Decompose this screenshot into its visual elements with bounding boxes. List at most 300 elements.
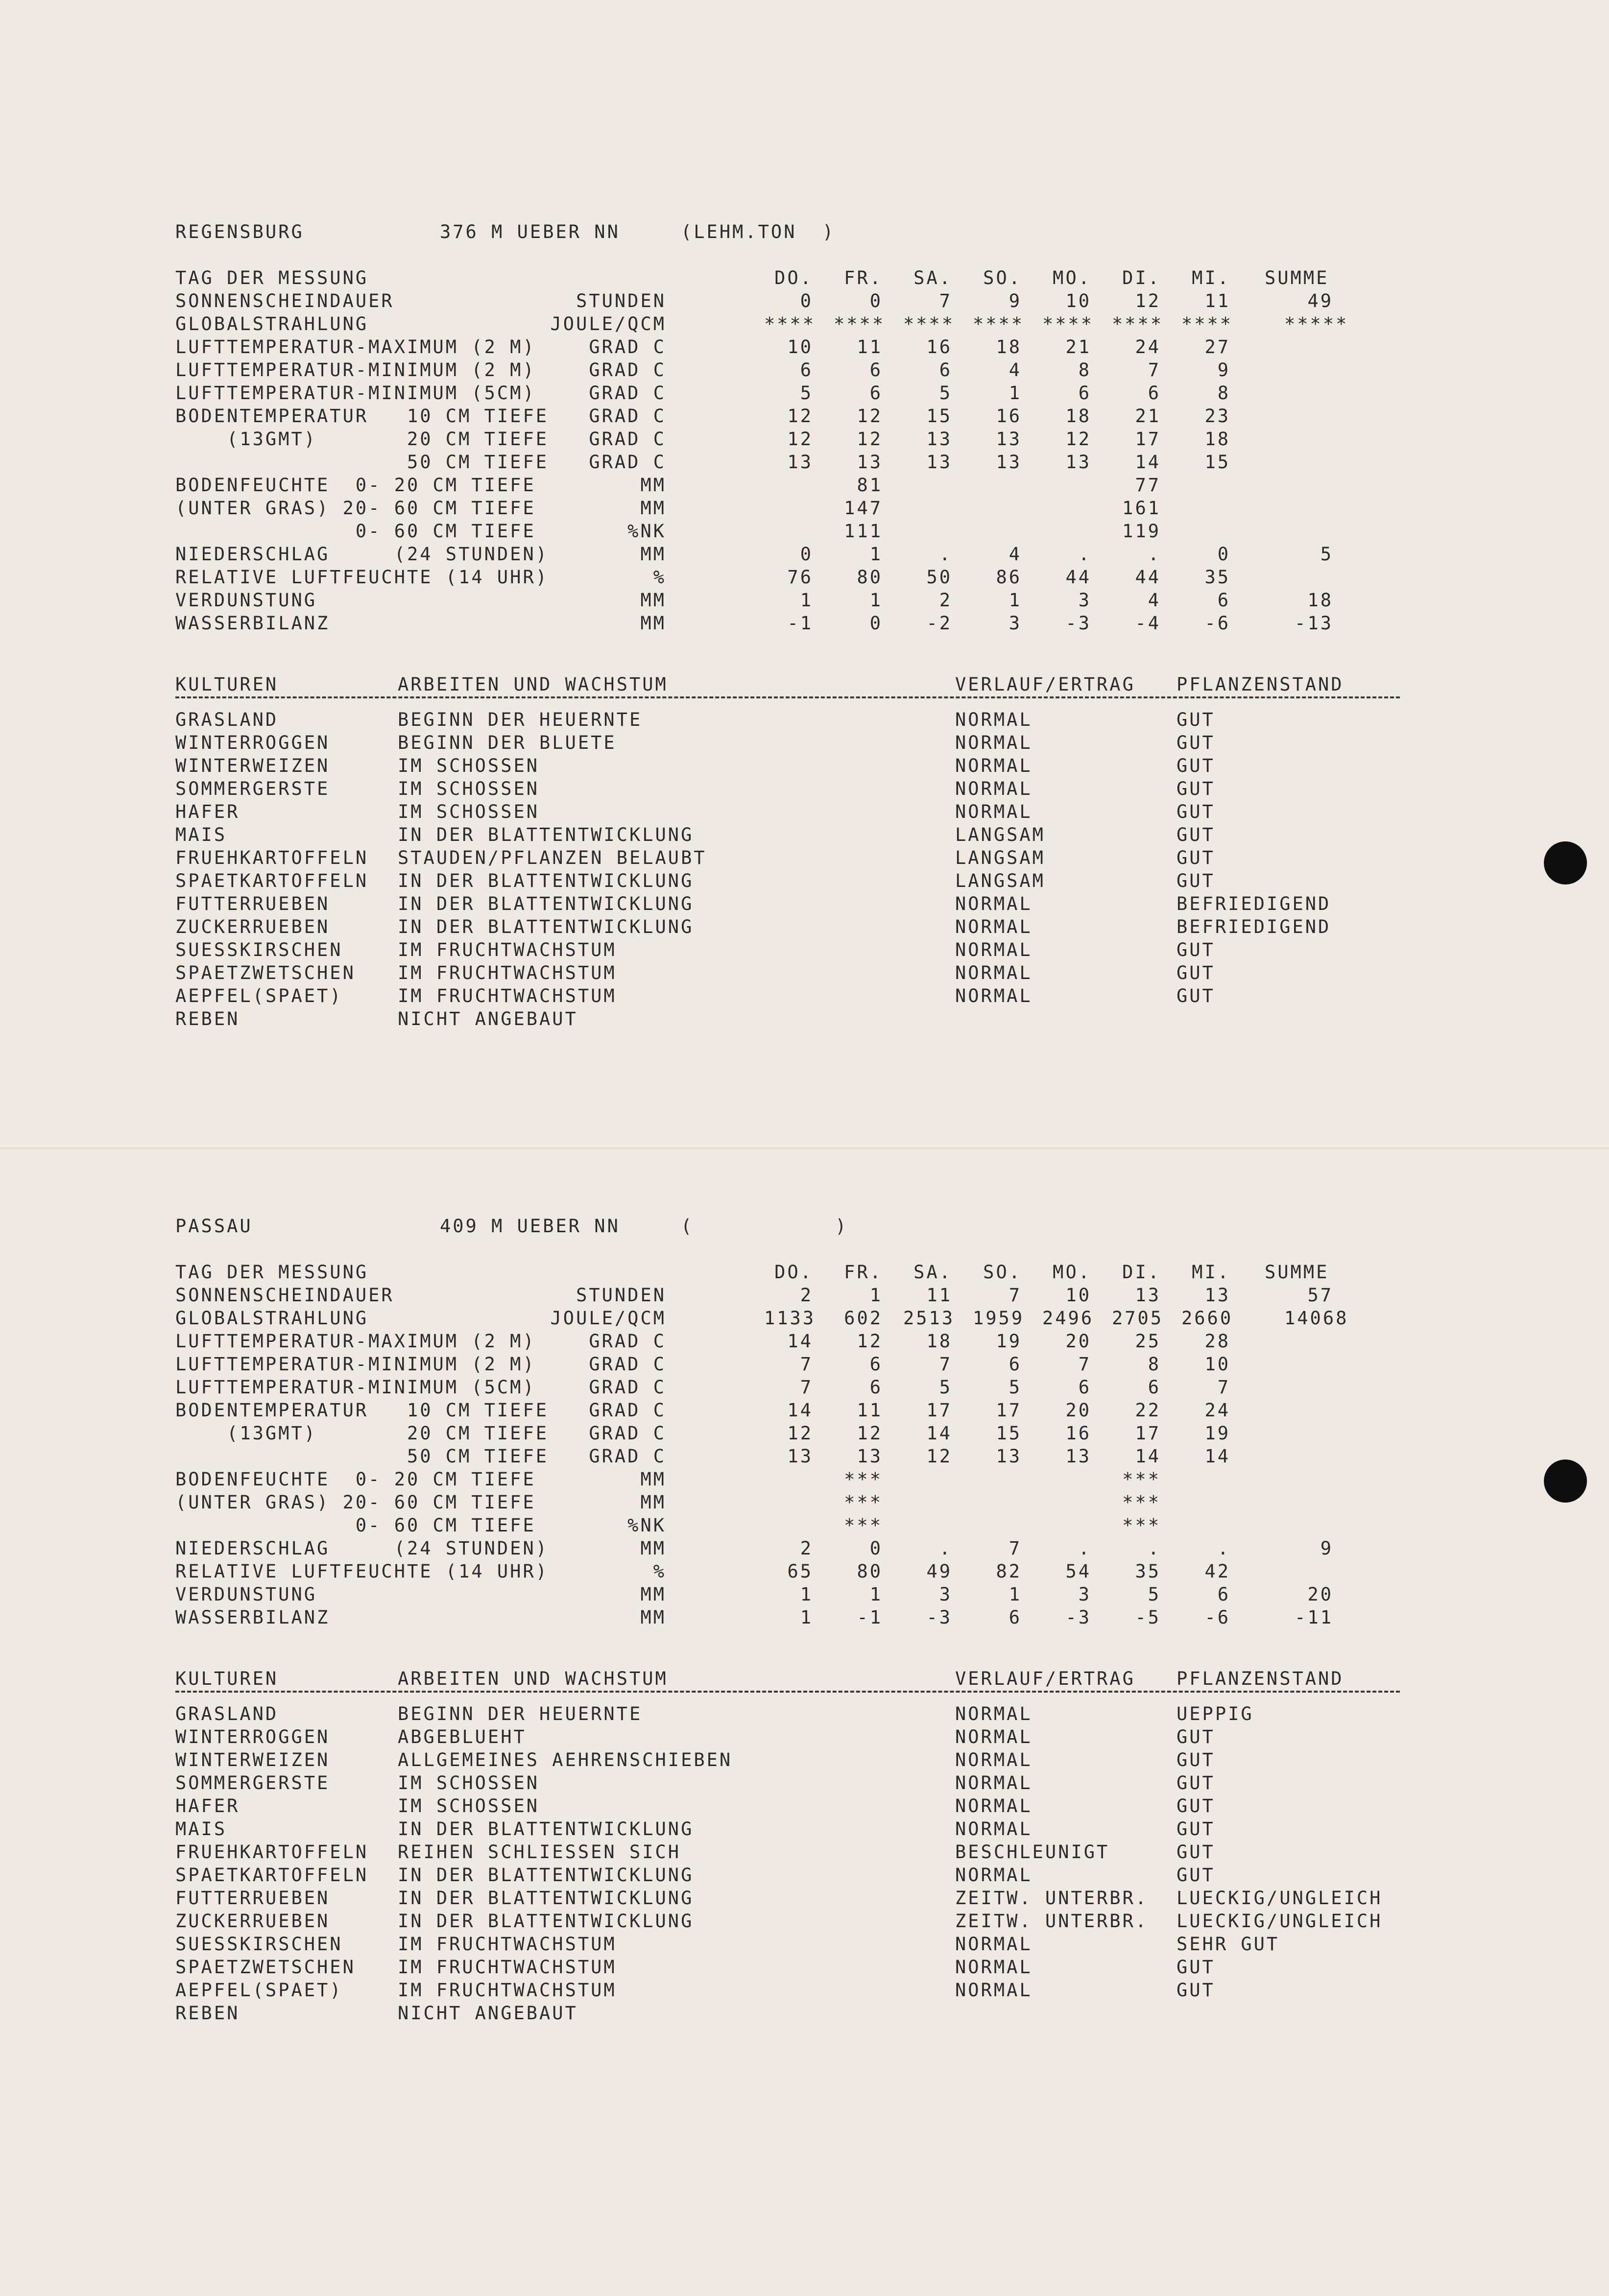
crop-work: NICHT ANGEBAUT <box>398 1008 578 1029</box>
measurement-value: 147 <box>844 498 883 519</box>
measurement-value: 10 <box>1204 1354 1230 1375</box>
crop-state: LUECKIG/UNGLEICH <box>1177 1888 1383 1909</box>
measurement-unit: GRAD C <box>589 1423 666 1444</box>
measurement-label: LUFTTEMPERATUR-MINIMUM (2 M) <box>175 359 536 381</box>
measurement-value: 1 <box>800 1607 813 1628</box>
measurement-value: 7 <box>939 290 952 311</box>
measurement-value: 7 <box>1009 1285 1022 1306</box>
measurement-value: 1 <box>869 1584 883 1605</box>
crop-name: FUTTERRUEBEN <box>175 1888 330 1909</box>
measurement-value: 28 <box>1204 1331 1230 1352</box>
day-header: SA. <box>913 1262 952 1283</box>
crop-state: GUT <box>1177 801 1215 822</box>
crop-work: ALLGEMEINES AEHRENSCHIEBEN <box>398 1749 733 1770</box>
measurement-value: *** <box>844 1469 883 1490</box>
measurement-unit: MM <box>640 1492 666 1513</box>
measurement-value: . <box>1148 544 1161 565</box>
crop-name: FRUEHKARTOFFELN <box>175 847 369 868</box>
measurement-label: LUFTTEMPERATUR-MINIMUM (5CM) <box>175 1377 536 1398</box>
crop-state: GUT <box>1177 939 1215 960</box>
measurement-value: 14 <box>787 1331 813 1352</box>
measurement-value: 1133 <box>764 1308 816 1329</box>
measurement-unit: GRAD C <box>589 359 666 381</box>
measurement-value: 3 <box>1009 613 1022 634</box>
measurement-label: BODENFEUCHTE 0- 20 CM TIEFE <box>175 475 536 496</box>
measurement-value: **** <box>1181 313 1233 335</box>
measurement-value: 13 <box>1065 452 1091 473</box>
crops-header-course: VERLAUF/ERTRAG <box>955 674 1135 695</box>
measurement-sum: 18 <box>1307 590 1333 611</box>
measurement-value: 11 <box>926 1285 952 1306</box>
measurement-sum: 49 <box>1307 290 1333 311</box>
crops-header-course: VERLAUF/ERTRAG <box>955 1668 1135 1689</box>
measurement-value: -1 <box>787 613 813 634</box>
crop-name: SPAETZWETSCHEN <box>175 962 356 983</box>
measurement-unit: GRAD C <box>589 1331 666 1352</box>
measurement-value: 27 <box>1204 336 1230 358</box>
station-elevation: 409 M UEBER NN <box>440 1216 620 1237</box>
measurement-value: 7 <box>1148 359 1161 381</box>
measurement-value: 1 <box>869 544 883 565</box>
crop-course: LANGSAM <box>955 870 1045 891</box>
measurement-value: 5 <box>800 383 813 404</box>
crop-course: NORMAL <box>955 1726 1033 1747</box>
measurement-unit: GRAD C <box>589 1377 666 1398</box>
crop-work: IN DER BLATTENTWICKLUNG <box>398 824 694 845</box>
crop-name: AEPFEL(SPAET) <box>175 985 343 1006</box>
measurement-value: *** <box>1122 1469 1161 1490</box>
crop-name: SPAETKARTOFFELN <box>175 1865 369 1886</box>
measurement-value: 35 <box>1204 567 1230 588</box>
header-divider <box>175 1691 1400 1693</box>
measurement-unit: MM <box>640 544 666 565</box>
crop-work: IN DER BLATTENTWICKLUNG <box>398 1911 694 1932</box>
measurement-value: 6 <box>1148 383 1161 404</box>
measurement-value: 1 <box>1009 383 1022 404</box>
measurement-unit: MM <box>640 613 666 634</box>
crop-course: NORMAL <box>955 916 1033 937</box>
measurement-value: 18 <box>996 336 1022 358</box>
measurement-value: 0 <box>869 290 883 311</box>
measurement-value: *** <box>844 1515 883 1536</box>
measurement-value: 3 <box>1078 590 1091 611</box>
measurement-unit: JOULE/QCM <box>550 1308 666 1329</box>
crop-course: NORMAL <box>955 985 1033 1006</box>
measurement-value: 6 <box>1217 1584 1230 1605</box>
crop-work: IM SCHOSSEN <box>398 801 540 822</box>
station-name: PASSAU <box>175 1216 253 1237</box>
crop-state: GUT <box>1177 1772 1215 1794</box>
crop-course: NORMAL <box>955 778 1033 799</box>
crop-name: ZUCKERRUEBEN <box>175 1911 330 1932</box>
measurement-label: RELATIVE LUFTFEUCHTE (14 UHR) <box>175 1561 549 1582</box>
crops-header-state: PFLANZENSTAND <box>1177 1668 1344 1689</box>
measurement-value: 17 <box>926 1400 952 1421</box>
measurement-value: 49 <box>926 1561 952 1582</box>
measurement-sum: ***** <box>1284 313 1349 335</box>
measurement-value: 18 <box>926 1331 952 1352</box>
station-soil: ( ) <box>681 1216 848 1237</box>
measurement-value: 9 <box>1009 290 1022 311</box>
crop-work: IN DER BLATTENTWICKLUNG <box>398 893 694 914</box>
measurement-sum: 9 <box>1320 1538 1333 1559</box>
measurement-label: 0- 60 CM TIEFE <box>175 1515 536 1536</box>
crop-name: FUTTERRUEBEN <box>175 893 330 914</box>
measurement-value: 0 <box>869 1538 883 1559</box>
measurement-value: **** <box>1112 313 1164 335</box>
crop-state: GUT <box>1177 732 1215 753</box>
measurement-value: 81 <box>857 475 883 496</box>
measurement-value: **** <box>973 313 1025 335</box>
measurement-value: 16 <box>996 406 1022 427</box>
crop-name: HAFER <box>175 801 240 822</box>
measurement-value: 12 <box>1135 290 1161 311</box>
measurement-value: 4 <box>1009 359 1022 381</box>
measurement-value: 12 <box>787 429 813 450</box>
measurement-value: 2 <box>939 590 952 611</box>
measurement-value: 8 <box>1148 1354 1161 1375</box>
measurement-value: 10 <box>1065 1285 1091 1306</box>
crop-course: NORMAL <box>955 893 1033 914</box>
measurement-label: (13GMT) 20 CM TIEFE <box>175 429 549 450</box>
measurement-value: 76 <box>787 567 813 588</box>
measurement-unit: %NK <box>627 1515 666 1536</box>
header-divider <box>175 696 1400 698</box>
crop-state: BEFRIEDIGEND <box>1177 893 1331 914</box>
crop-course: LANGSAM <box>955 847 1045 868</box>
crop-work: IM FRUCHTWACHSTUM <box>398 939 617 960</box>
measurement-value: 11 <box>1204 290 1230 311</box>
crop-name: SOMMERGERSTE <box>175 778 330 799</box>
measurement-value: 13 <box>926 429 952 450</box>
measurement-value: 15 <box>926 406 952 427</box>
crop-work: NICHT ANGEBAUT <box>398 2003 578 2024</box>
measurement-value: 17 <box>996 1400 1022 1421</box>
crop-work: BEGINN DER BLUETE <box>398 732 617 753</box>
measurement-label: SONNENSCHEINDAUER <box>175 290 394 311</box>
crops-header-crop: KULTUREN <box>175 674 279 695</box>
measurement-value: -6 <box>1204 1607 1230 1628</box>
crop-state: GUT <box>1177 847 1215 868</box>
measurement-value: 1 <box>1009 1584 1022 1605</box>
measurement-value: -3 <box>926 1607 952 1628</box>
crop-name: ZUCKERRUEBEN <box>175 916 330 937</box>
measurement-value: 11 <box>857 336 883 358</box>
measurement-unit: MM <box>640 1469 666 1490</box>
measurement-value: 12 <box>926 1446 952 1467</box>
crop-course: NORMAL <box>955 962 1033 983</box>
measurement-unit: STUNDEN <box>576 290 666 311</box>
measurement-value: 44 <box>1135 567 1161 588</box>
measurement-value: 0 <box>869 613 883 634</box>
crop-state: GUT <box>1177 755 1215 776</box>
crop-state: GUT <box>1177 1795 1215 1817</box>
crop-work: STAUDEN/PFLANZEN BELAUBT <box>398 847 707 868</box>
measurement-value: 13 <box>857 452 883 473</box>
measurement-label: BODENFEUCHTE 0- 20 CM TIEFE <box>175 1469 536 1490</box>
measurement-value: 19 <box>996 1331 1022 1352</box>
crop-name: WINTERROGGEN <box>175 732 330 753</box>
measurement-sum: -11 <box>1295 1607 1333 1628</box>
measurement-value: **** <box>764 313 816 335</box>
measurement-value: 6 <box>1217 590 1230 611</box>
measurement-unit: GRAD C <box>589 383 666 404</box>
measurement-value: 16 <box>926 336 952 358</box>
crop-state: GUT <box>1177 1818 1215 1840</box>
measurement-label: LUFTTEMPERATUR-MAXIMUM (2 M) <box>175 1331 536 1352</box>
crop-course: NORMAL <box>955 1980 1033 2001</box>
crop-work: ABGEBLUEHT <box>398 1726 527 1747</box>
station-name: REGENSBURG <box>175 221 304 242</box>
crop-work: IM SCHOSSEN <box>398 755 540 776</box>
measurement-value: 111 <box>844 521 883 542</box>
measurement-value: 3 <box>939 1584 952 1605</box>
measurement-unit: % <box>653 1561 666 1582</box>
measurement-value: 6 <box>869 359 883 381</box>
crop-course: NORMAL <box>955 1957 1033 1978</box>
page-fold <box>0 1148 1609 1149</box>
measurement-value: 54 <box>1065 1561 1091 1582</box>
measurement-value: 0 <box>800 544 813 565</box>
measurement-unit: MM <box>640 1607 666 1628</box>
crop-state: GUT <box>1177 1865 1215 1886</box>
measurement-label: GLOBALSTRAHLUNG <box>175 313 369 335</box>
crop-work: IM FRUCHTWACHSTUM <box>398 962 617 983</box>
station-soil: (LEHM.TON ) <box>681 221 836 242</box>
measurement-value: 14 <box>787 1400 813 1421</box>
crop-work: IN DER BLATTENTWICKLUNG <box>398 1818 694 1840</box>
crop-work: BEGINN DER HEUERNTE <box>398 1703 643 1724</box>
measurement-value: 16 <box>1065 1423 1091 1444</box>
crop-name: MAIS <box>175 824 227 845</box>
measurement-value: 4 <box>1148 590 1161 611</box>
measurement-value: . <box>1148 1538 1161 1559</box>
measurement-value: 7 <box>800 1354 813 1375</box>
crop-work: IM FRUCHTWACHSTUM <box>398 1957 617 1978</box>
measurement-value: 12 <box>857 429 883 450</box>
measurement-value: 20 <box>1065 1400 1091 1421</box>
measurement-value: *** <box>1122 1492 1161 1513</box>
measurement-value: -4 <box>1135 613 1161 634</box>
measurement-value: 12 <box>787 1423 813 1444</box>
measurement-value: 6 <box>1078 383 1091 404</box>
measurement-value: 161 <box>1122 498 1161 519</box>
day-header: MO. <box>1053 267 1091 288</box>
measurement-value: 80 <box>857 1561 883 1582</box>
day-header: SA. <box>913 267 952 288</box>
measurement-value: . <box>939 544 952 565</box>
measurement-value: 8 <box>1078 359 1091 381</box>
measurement-value: 13 <box>787 1446 813 1467</box>
measurement-label: 50 CM TIEFE <box>175 452 549 473</box>
crop-name: SUESSKIRSCHEN <box>175 939 343 960</box>
crop-name: REBEN <box>175 1008 240 1029</box>
measurement-value: 6 <box>939 359 952 381</box>
measurement-value: **** <box>834 313 886 335</box>
measurement-label: BODENTEMPERATUR 10 CM TIEFE <box>175 406 549 427</box>
measurement-value: 119 <box>1122 521 1161 542</box>
day-header: MI. <box>1192 1262 1230 1283</box>
crop-work: REIHEN SCHLIESSEN SICH <box>398 1842 681 1863</box>
measurement-value: 13 <box>926 452 952 473</box>
measurement-value: 7 <box>1078 1354 1091 1375</box>
measurement-value: 12 <box>857 406 883 427</box>
measurement-label: NIEDERSCHLAG (24 STUNDEN) <box>175 544 549 565</box>
day-header: MI. <box>1192 267 1230 288</box>
day-header: SO. <box>983 1262 1022 1283</box>
station-elevation: 376 M UEBER NN <box>440 221 620 242</box>
crop-state: LUECKIG/UNGLEICH <box>1177 1911 1383 1932</box>
measurement-value: . <box>1217 1538 1230 1559</box>
measurement-value: 4 <box>1009 544 1022 565</box>
measurement-value: 13 <box>857 1446 883 1467</box>
measurement-value: 12 <box>857 1331 883 1352</box>
measurement-label: GLOBALSTRAHLUNG <box>175 1308 369 1329</box>
measurement-value: 24 <box>1135 336 1161 358</box>
crop-work: IN DER BLATTENTWICKLUNG <box>398 1865 694 1886</box>
measurement-value: 5 <box>1009 1377 1022 1398</box>
measurement-value: *** <box>844 1492 883 1513</box>
measurement-unit: MM <box>640 1584 666 1605</box>
crop-state: GUT <box>1177 1842 1215 1863</box>
measurement-value: . <box>1078 1538 1091 1559</box>
measurement-value: 42 <box>1204 1561 1230 1582</box>
measurement-unit: % <box>653 567 666 588</box>
measurement-value: 1 <box>869 590 883 611</box>
measurement-value: 12 <box>787 406 813 427</box>
measurement-value: 13 <box>1135 1285 1161 1306</box>
measurement-value: 86 <box>996 567 1022 588</box>
measurement-value: 5 <box>939 1377 952 1398</box>
crops-header-work: ARBEITEN UND WACHSTUM <box>398 1668 668 1689</box>
measurement-value: -6 <box>1204 613 1230 634</box>
measurement-sum: 14068 <box>1284 1308 1349 1329</box>
crop-course: NORMAL <box>955 1772 1033 1794</box>
measurement-value: 6 <box>1078 1377 1091 1398</box>
crop-name: SPAETKARTOFFELN <box>175 870 369 891</box>
crops-header-crop: KULTUREN <box>175 1668 279 1689</box>
measurement-label: (13GMT) 20 CM TIEFE <box>175 1423 549 1444</box>
measurement-value: 80 <box>857 567 883 588</box>
measurement-value: 2705 <box>1112 1308 1164 1329</box>
measurement-value: 2496 <box>1042 1308 1094 1329</box>
measurement-sum: 5 <box>1320 544 1333 565</box>
crop-state: GUT <box>1177 870 1215 891</box>
measurement-unit: GRAD C <box>589 429 666 450</box>
measurement-value: 18 <box>1204 429 1230 450</box>
crop-name: WINTERWEIZEN <box>175 1749 330 1770</box>
measurement-value: -3 <box>1065 613 1091 634</box>
measurement-label: LUFTTEMPERATUR-MINIMUM (2 M) <box>175 1354 536 1375</box>
measurement-value: 12 <box>857 1423 883 1444</box>
day-header: MO. <box>1053 1262 1091 1283</box>
measurement-unit: GRAD C <box>589 1354 666 1375</box>
measurement-value: 1 <box>869 1285 883 1306</box>
measurement-value: 3 <box>1078 1584 1091 1605</box>
crop-state: GUT <box>1177 778 1215 799</box>
measurement-value: 24 <box>1204 1400 1230 1421</box>
measurement-value: 13 <box>996 1446 1022 1467</box>
day-header: FR. <box>844 1262 883 1283</box>
measurement-value: 2660 <box>1181 1308 1233 1329</box>
day-header: SO. <box>983 267 1022 288</box>
crop-name: SUESSKIRSCHEN <box>175 1934 343 1955</box>
measurement-value: 7 <box>1217 1377 1230 1398</box>
measurement-value: 2 <box>800 1285 813 1306</box>
measurement-value: 7 <box>1009 1538 1022 1559</box>
crops-header-work: ARBEITEN UND WACHSTUM <box>398 674 668 695</box>
crop-course: BESCHLEUNIGT <box>955 1842 1110 1863</box>
crop-name: HAFER <box>175 1795 240 1817</box>
crop-state: GUT <box>1177 709 1215 730</box>
crop-state: GUT <box>1177 962 1215 983</box>
measurement-value: **** <box>903 313 955 335</box>
measurement-value: 14 <box>926 1423 952 1444</box>
measurement-unit: %NK <box>627 521 666 542</box>
measurement-unit: MM <box>640 498 666 519</box>
crop-name: AEPFEL(SPAET) <box>175 1980 343 2001</box>
measurement-label: SONNENSCHEINDAUER <box>175 1285 394 1306</box>
crop-name: WINTERWEIZEN <box>175 755 330 776</box>
measurement-value: 50 <box>926 567 952 588</box>
measurement-value: 6 <box>800 359 813 381</box>
crop-name: FRUEHKARTOFFELN <box>175 1842 369 1863</box>
measurement-value: 10 <box>787 336 813 358</box>
measurement-value: . <box>939 1538 952 1559</box>
measurement-value: 0 <box>800 290 813 311</box>
crop-state: UEPPIG <box>1177 1703 1254 1724</box>
measurement-sum: -13 <box>1295 613 1333 634</box>
measurement-value: 13 <box>1065 1446 1091 1467</box>
measurement-value: 20 <box>1065 1331 1091 1352</box>
measurement-value: -3 <box>1065 1607 1091 1628</box>
measurement-value: 6 <box>1009 1607 1022 1628</box>
measurement-value: 13 <box>787 452 813 473</box>
day-header: FR. <box>844 267 883 288</box>
measurement-value: 35 <box>1135 1561 1161 1582</box>
crops-header-state: PFLANZENSTAND <box>1177 674 1344 695</box>
measurement-value: 6 <box>1009 1354 1022 1375</box>
measurement-value: 1 <box>800 590 813 611</box>
measurement-value: 6 <box>869 1354 883 1375</box>
measurement-label: WASSERBILANZ <box>175 613 330 634</box>
measurement-value: 19 <box>1204 1423 1230 1444</box>
measurement-label: 50 CM TIEFE <box>175 1446 549 1467</box>
measurement-unit: GRAD C <box>589 406 666 427</box>
crop-work: IM FRUCHTWACHSTUM <box>398 1980 617 2001</box>
crop-work: BEGINN DER HEUERNTE <box>398 709 643 730</box>
punch-hole <box>1544 1459 1587 1503</box>
measurement-label: LUFTTEMPERATUR-MAXIMUM (2 M) <box>175 336 536 358</box>
measurement-label: NIEDERSCHLAG (24 STUNDEN) <box>175 1538 549 1559</box>
crop-name: WINTERROGGEN <box>175 1726 330 1747</box>
measurement-value: 23 <box>1204 406 1230 427</box>
day-header: DO. <box>774 1262 813 1283</box>
measurement-value: 14 <box>1135 452 1161 473</box>
measurement-value: 15 <box>1204 452 1230 473</box>
measurement-value: 1959 <box>973 1308 1025 1329</box>
crop-course: NORMAL <box>955 1749 1033 1770</box>
crop-course: NORMAL <box>955 755 1033 776</box>
measurement-label: RELATIVE LUFTFEUCHTE (14 UHR) <box>175 567 549 588</box>
crop-course: NORMAL <box>955 1865 1033 1886</box>
crop-course: NORMAL <box>955 939 1033 960</box>
crop-name: MAIS <box>175 1818 227 1840</box>
measurement-value: 13 <box>996 429 1022 450</box>
measurement-value: 9 <box>1217 359 1230 381</box>
measurement-value: 22 <box>1135 1400 1161 1421</box>
crop-state: GUT <box>1177 824 1215 845</box>
